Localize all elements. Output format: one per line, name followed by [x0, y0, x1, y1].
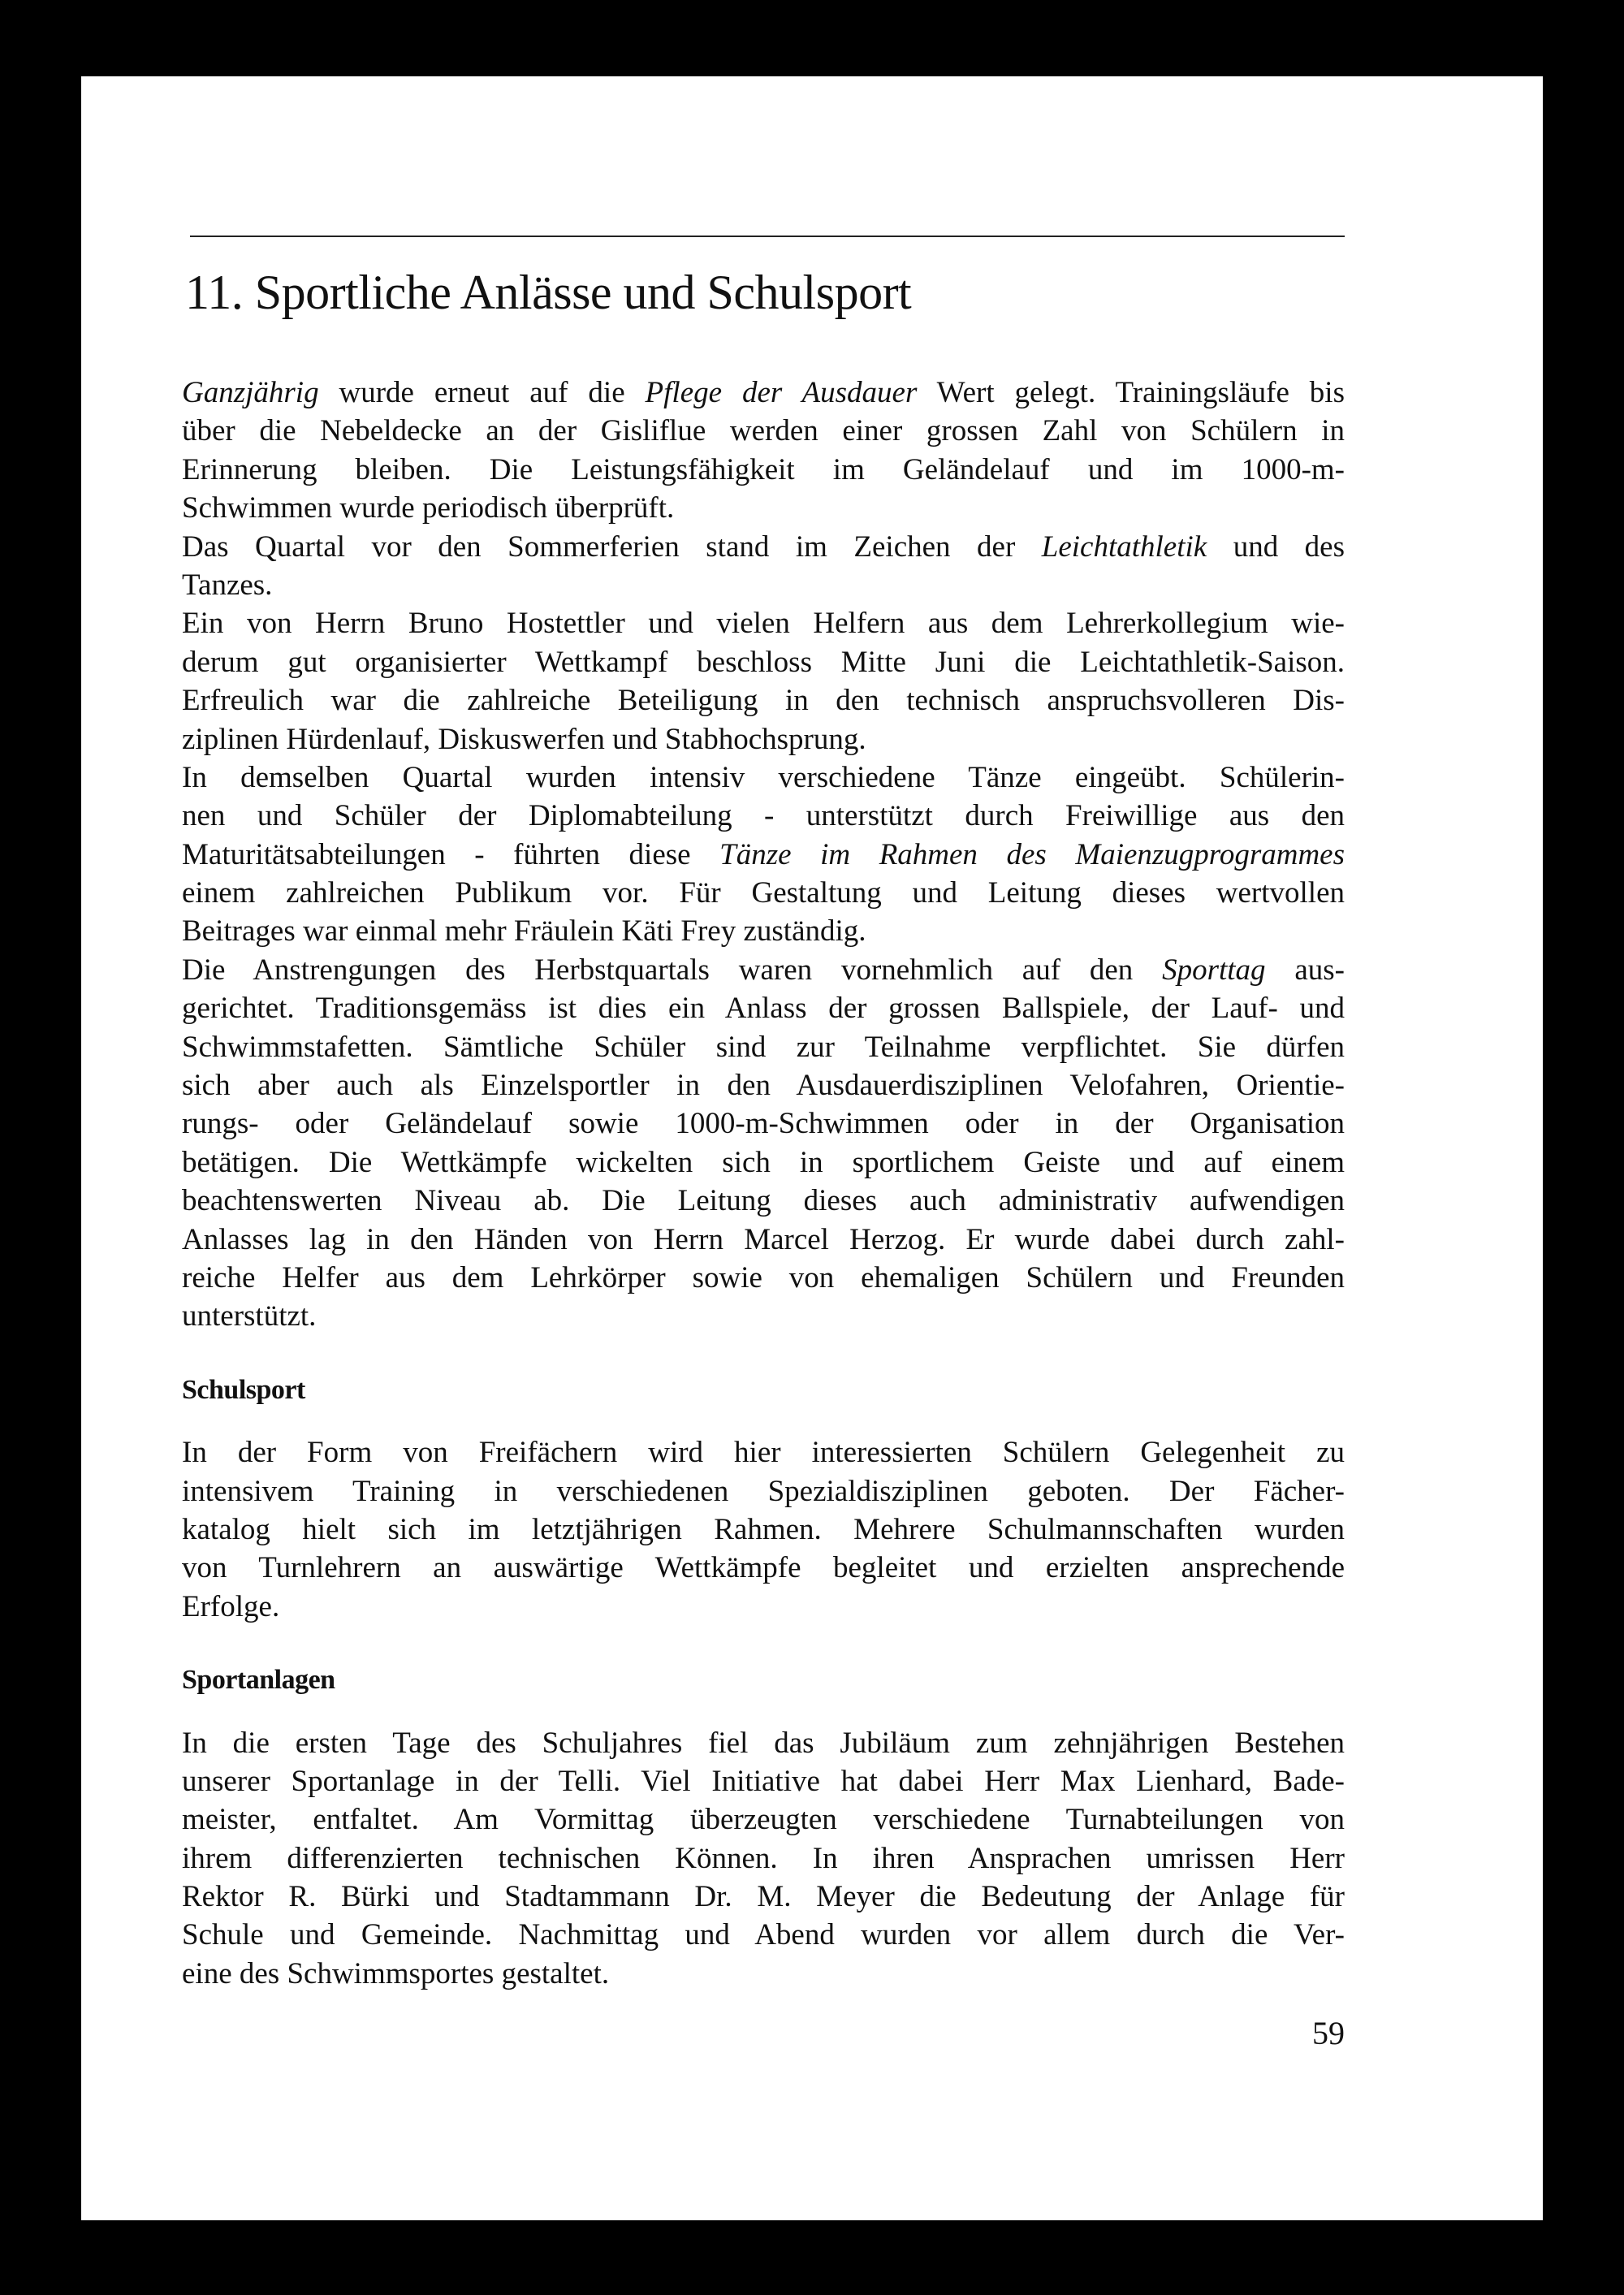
- paragraph-line: unserer Sportanlage in der Telli. Viel Initiative hat dabei Herr Max Lienhard, Bade-: [182, 1764, 1345, 1798]
- paragraph-line: Ganzjährig wurde erneut auf die Pflege der Ausdauer Wert gelegt. Trainingsläufe bis: [182, 376, 1345, 409]
- paragraph-line: rungs- oder Geländelauf sowie 1000-m-Schwimmen oder in der Organisation: [182, 1107, 1345, 1141]
- paragraph-line: In der Form von Freifächern wird hier interessierten Schülern Gelegenheit zu: [182, 1436, 1345, 1470]
- paragraph-line: Maturitätsabteilungen - führten diese Tänze im Rahmen des Maienzugprogrammes: [182, 837, 1345, 871]
- paragraph-line: ihrem differenzierten technischen Können. In ihren Ansprachen umrissen Herr: [182, 1841, 1345, 1875]
- title-rule: [190, 236, 1345, 237]
- page-number: 59: [1312, 2015, 1345, 2051]
- paragraph-line: über die Nebeldecke an der Gisliflue werden einer grossen Zahl von Schülern in: [182, 414, 1345, 448]
- paragraph-line: In die ersten Tage des Schuljahres fiel das Jubiläum zum zehnjährigen Bestehen: [182, 1726, 1345, 1760]
- paragraph-line: gerichtet. Traditionsgemäss ist dies ein Anlass der grossen Ballspiele, der Lauf- und: [182, 992, 1345, 1026]
- section-heading-sportanlagen: Sportanlagen: [182, 1665, 335, 1696]
- paragraph-line: ziplinen Hürdenlauf, Diskuswerfen und Stabhochsprung.: [182, 722, 866, 756]
- paragraph-line: Erinnerung bleiben. Die Leistungsfähigkeit im Geländelauf und im 1000-m-: [182, 452, 1345, 486]
- paragraph-line: betätigen. Die Wettkämpfe wickelten sich in sportlichem Geiste und auf einem: [182, 1145, 1345, 1179]
- paragraph-line: Schule und Gemeinde. Nachmittag und Abend wurden vor allem durch die Ver-: [182, 1918, 1345, 1952]
- paragraph-line: Die Anstrengungen des Herbstquartals waren vornehmlich auf den Sporttag aus-: [182, 953, 1345, 987]
- paragraph-line: katalog hielt sich im letztjährigen Rahmen. Mehrere Schulmannschaften wurden: [182, 1512, 1345, 1546]
- paragraph-line: beachtenswerten Niveau ab. Die Leitung dieses auch administrativ aufwendigen: [182, 1184, 1345, 1218]
- paragraph-line: nen und Schüler der Diplomabteilung - unterstützt durch Freiwillige aus den: [182, 799, 1345, 833]
- paragraph-line: unterstützt.: [182, 1299, 317, 1333]
- paragraph-line: Das Quartal vor den Sommerferien stand im Zeichen der Leichtathletik und des: [182, 529, 1345, 564]
- paragraph-line: Erfreulich war die zahlreiche Beteiligung in den technisch anspruchsvolleren Dis-: [182, 684, 1345, 718]
- paragraph-line: Tanzes.: [182, 568, 273, 602]
- paragraph-line: Rektor R. Bürki und Stadtammann Dr. M. Meyer die Bedeutung der Anlage für: [182, 1880, 1345, 1914]
- paragraph-line: Schwimmen wurde periodisch überprüft.: [182, 491, 675, 525]
- paragraph-line: derum gut organisierter Wettkampf beschloss Mitte Juni die Leichtathletik-Saison.: [182, 645, 1345, 679]
- paragraph-line: sich aber auch als Einzelsportler in den Ausdauerdisziplinen Velofahren, Orientie-: [182, 1069, 1345, 1103]
- body-text: [182, 374, 1345, 1993]
- paragraph-line: Anlasses lag in den Händen von Herrn Marcel Herzog. Er wurde dabei durch zahl-: [182, 1222, 1345, 1256]
- document-page: [81, 76, 1543, 2220]
- section-heading-schulsport: Schulsport: [182, 1374, 305, 1405]
- paragraph-line: Erfolge.: [182, 1589, 280, 1623]
- paragraph-line: Beitrages war einmal mehr Fräulein Käti Frey zuständig.: [182, 914, 866, 949]
- paragraph-line: von Turnlehrern an auswärtige Wettkämpfe begleitet und erzielten ansprechende: [182, 1551, 1345, 1585]
- paragraph-line: Schwimmstafetten. Sämtliche Schüler sind zur Teilnahme verpflichtet. Sie dürfen: [182, 1030, 1345, 1064]
- paragraph-line: meister, entfaltet. Am Vormittag überzeugten verschiedene Turnabteilungen von: [182, 1803, 1345, 1837]
- paragraph-line: reiche Helfer aus dem Lehrkörper sowie von ehemaligen Schülern und Freunden: [182, 1260, 1345, 1294]
- paragraph-line: intensivem Training in verschiedenen Spezialdisziplinen geboten. Der Fächer-: [182, 1474, 1345, 1508]
- paragraph-line: einem zahlreichen Publikum vor. Für Gestaltung und Leitung dieses wertvollen: [182, 876, 1345, 910]
- paragraph-line: Ein von Herrn Bruno Hostettler und vielen Helfern aus dem Lehrerkollegium wie-: [182, 607, 1345, 641]
- paragraph-line: eine des Schwimmsportes gestaltet.: [182, 1956, 610, 1990]
- page-title: 11. Sportliche Anlässe und Schulsport: [185, 266, 912, 319]
- paragraph-line: In demselben Quartal wurden intensiv verschiedene Tänze eingeübt. Schülerin-: [182, 760, 1345, 794]
